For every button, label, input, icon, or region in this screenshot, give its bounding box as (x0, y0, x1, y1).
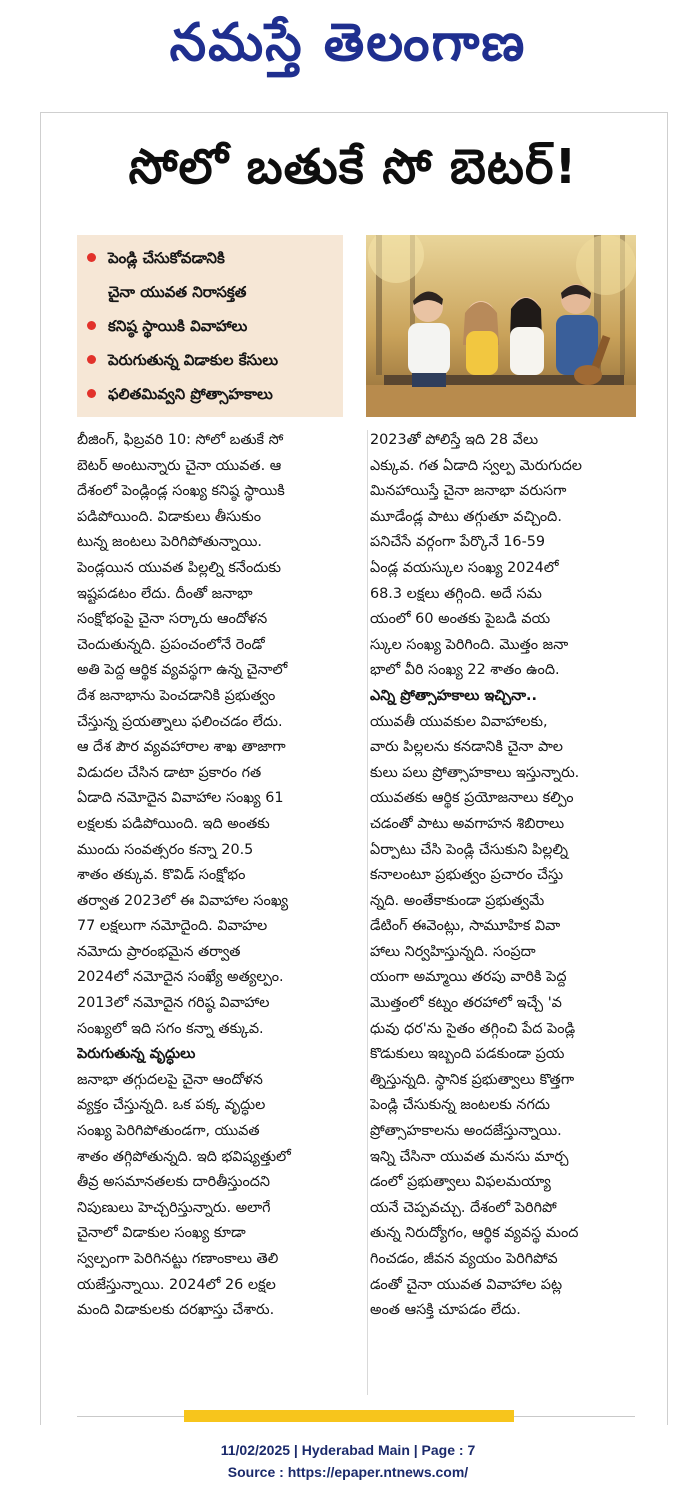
text-line: యజేస్తున్నాయి. 2024లో 26 లక్షల (77, 1276, 276, 1293)
text-line: చైనాలో విడాకుల సంఖ్య కూడా (77, 1225, 246, 1242)
source-link[interactable]: Source : https://epaper.ntnews.com/ (227, 1464, 469, 1480)
text-line: డంతో చైనా యువత వివాహాల పట్ల (370, 1276, 563, 1293)
article-headline: సోలో బతుకే సో బెటర్! (128, 139, 578, 195)
section-subheading: పెరుగుతున్న వృద్ధులు (77, 1046, 196, 1063)
text-line: 2023తో పోలిస్తే ఇది 28 వేలు (370, 432, 539, 448)
text-line: 2013లో నమోదైన గరిష్ఠ వివాహాల (77, 995, 270, 1012)
text-line: డంలో ప్రభుత్వాలు విఫలమయ్యా (370, 1174, 551, 1191)
text-line: పెండ్లి చేసుకున్న జంటలకు నగదు (370, 1097, 551, 1114)
text-line: హాలు నిర్వహిస్తున్నది. సంప్రదా (370, 943, 536, 960)
text-line: కనాలంటూ ప్రభుత్వం ప్రచారం చేస్తు (370, 867, 564, 884)
highlight-item: పెండ్లి చేసుకోవడానికి (87, 241, 335, 275)
text-line: పెండ్లయిన యువత పిల్లల్ని కనేందుకు (77, 559, 281, 576)
text-line: చడంతో పాటు అవగాహన శిబిరాలు (370, 815, 565, 832)
article-column-1 (77, 428, 363, 1324)
text-line: వారు పిల్లలను కనడానికి చైనా పాల (370, 739, 564, 756)
highlights-box (77, 235, 343, 417)
text-line: త్నిస్తున్నది. స్థానిక ప్రభుత్వాలు కొత్తగా (370, 1071, 575, 1088)
bullet-icon (87, 389, 96, 398)
text-line: 77 లక్షలుగా నమోదైంది. వివాహల (77, 918, 268, 935)
text-line: చేస్తున్న ప్రయత్నాలు ఫలించడం లేదు. (77, 713, 283, 730)
text-line: డేటింగ్ ఈవెంట్లు, సామూహిక వివా (370, 918, 561, 935)
text-line: తున్న నిరుద్యోగం, ఆర్థిక వ్యవస్థ మంద (370, 1225, 579, 1242)
text-line: పనిచేసే వర్గంగా పేర్కొనే 16-59 (370, 534, 546, 551)
text-line: 2024లో నమోదైన సంఖ్యే అత్యల్పం. (77, 969, 284, 986)
text-line: చెందుతున్నది. ప్రపంచంలోనే రెండో (77, 636, 265, 653)
bullet-icon (87, 253, 96, 262)
text-line: శాతం తగ్గిపోతున్నది. ఇది భవిష్యత్తులో (77, 1148, 291, 1165)
edition-info: 11/02/2025 | Hyderabad Main | Page : 7 (220, 1442, 476, 1458)
text-line: ఎక్కువ. గత ఏడాది స్వల్ప మెరుగుదల (370, 457, 582, 474)
text-line: యువతీ యువకుల వివాహాలకు, (370, 713, 548, 730)
text-line: తర్వాత 2023లో ఈ వివాహాల సంఖ్య (77, 892, 289, 909)
text-line: నిపుణులు హెచ్చరిస్తున్నారు. అలాగే (77, 1199, 271, 1216)
text-line: దేశ జనాభాను పెంచడానికి ప్రభుత్వం (77, 687, 276, 704)
text-line: అంత ఆసక్తి చూపడం లేదు. (370, 1302, 521, 1319)
text-line: సంఖ్య పెరిగిపోతుండగా, యువత (77, 1123, 260, 1140)
text-line: ప్రోత్సాహకాలను అందజేస్తున్నాయి. (370, 1123, 562, 1140)
text-line: బెటర్ అంటున్నారు చైనా యువత. ఆ (77, 457, 282, 474)
text-line: స్వల్పంగా పెరిగినట్టు గణాంకాలు తెలి (77, 1251, 279, 1267)
text-line: యంగా అమ్మాయి తరపు వారికి పెద్ద (370, 969, 567, 986)
bullet-icon (87, 355, 96, 364)
text-line: తీవ్ర అసమానతలకు దారితీస్తుందని (77, 1174, 271, 1191)
text-line: బీజింగ్, ఫిబ్రవరి 10: సోలో బతుకే సో (77, 432, 284, 448)
text-line: కొడుకులు ఇబ్బంది పడకుండా ప్రయ (370, 1046, 565, 1063)
text-line: పడిపోయింది. విడాకులు తీసుకుం (77, 508, 262, 525)
text-line: సంక్షోభంపై చైనా సర్కారు ఆందోళన (77, 611, 268, 628)
article-photo (366, 235, 636, 417)
text-line: గించడం, జీవన వ్యయం పెరిగిపోవ (370, 1251, 558, 1267)
section-subheading: ఎన్ని ప్రోత్సాహకాలు ఇచ్చినా.. (370, 687, 537, 704)
text-line: ధువు ధర'ను సైతం తగ్గించి పేద పెండ్లి (370, 1020, 576, 1037)
text-line: న్నది. అంతేకాకుండా ప్రభుత్వమే (370, 892, 545, 909)
group-of-friends-photo (366, 235, 636, 417)
column-divider (367, 430, 368, 1395)
text-line: ముందు సంవత్సరం కన్నా 20.5 (77, 841, 254, 858)
highlight-item: పెరుగుతున్న విడాకుల కేసులు (87, 343, 335, 377)
text-line: వ్యక్తం చేస్తున్నది. ఒక పక్క వృద్ధుల (77, 1097, 266, 1114)
text-line: నమోదు ప్రారంభమైన తర్వాత (77, 943, 241, 960)
bullet-icon (87, 321, 96, 330)
text-line: లక్షలకు పడిపోయింది. ఇది అంతకు (77, 815, 270, 832)
article-column-2 (370, 428, 636, 1324)
highlight-item: చైనా యువత నిరాసక్తత (108, 283, 247, 301)
text-line: అతి పెద్ద ఆర్థిక వ్యవస్థగా ఉన్న చైనాలో (77, 662, 288, 679)
text-line: ఏడాది నమోదైన వివాహాల సంఖ్య 61 (77, 790, 284, 807)
text-line: స్కుల సంఖ్య పెరిగింది. మొత్తం జనా (370, 636, 569, 653)
text-line: ఇష్టపడటం లేదు. దీంతో జనాభా (77, 585, 253, 602)
text-line: మంది విడాకులకు దరఖాస్తు చేశారు. (77, 1302, 275, 1319)
text-line: జనాభా తగ్గుదలపై చైనా ఆందోళన (77, 1071, 263, 1088)
text-line: కులు పలు ప్రోత్సాహకాలు ఇస్తున్నారు. (370, 764, 580, 781)
text-line: మినహాయిస్తే చైనా జనాభా వరుసగా (370, 483, 567, 500)
highlight-item: కనిష్ఠ స్థాయికి వివాహాలు (87, 309, 335, 343)
text-line: శాతం తక్కువ. కొవిడ్ సంక్షోభం (77, 867, 246, 884)
text-line: మొత్తంలో కట్నం తరహాలో ఇచ్చే 'వ (370, 995, 562, 1012)
text-line: 68.3 లక్షలు తగ్గింది. అదే సమ (370, 585, 542, 602)
text-line: భాలో వీరి సంఖ్య 22 శాతం ఉంది. (370, 662, 560, 679)
text-line: మూడేండ్ల పాటు తగ్గుతూ వచ్చింది. (370, 508, 562, 525)
text-line: యంలో 60 అంతకు పైబడి వయ (370, 611, 551, 628)
footer-accent-bar (184, 1410, 514, 1422)
text-line: యనే చెప్పవచ్చు. దేశంలో పెరిగిపో (370, 1199, 557, 1216)
text-line: ఇన్ని చేసినా యువత మనసు మార్చ (370, 1148, 569, 1165)
text-line: యువతకు ఆర్థిక ప్రయోజనాలు కల్పిం (370, 790, 574, 807)
text-line: విడుదల చేసిన డాటా ప్రకారం గత (77, 764, 262, 781)
text-line: సంఖ్యలో ఇది సగం కన్నా తక్కువ. (77, 1020, 264, 1037)
text-line: దేశంలో పెండ్లిండ్ల సంఖ్య కనిష్ఠ స్థాయికి (77, 483, 285, 500)
masthead-logo: నమస్తే తెలంగాణ (169, 12, 527, 73)
highlight-item: ఫలితమివ్వని ప్రోత్సాహకాలు (87, 377, 335, 411)
text-line: ఆ దేశ పౌర వ్యవహారాల శాఖ తాజాగా (77, 739, 286, 756)
text-line: ఏండ్ల వయస్కుల సంఖ్య 2024లో (370, 559, 559, 576)
text-line: టున్న జంటలు పెరిగిపోతున్నాయి. (77, 534, 263, 551)
text-line: ఏర్పాటు చేసి పెండ్లి చేసుకుని పిల్లల్ని (370, 841, 569, 858)
